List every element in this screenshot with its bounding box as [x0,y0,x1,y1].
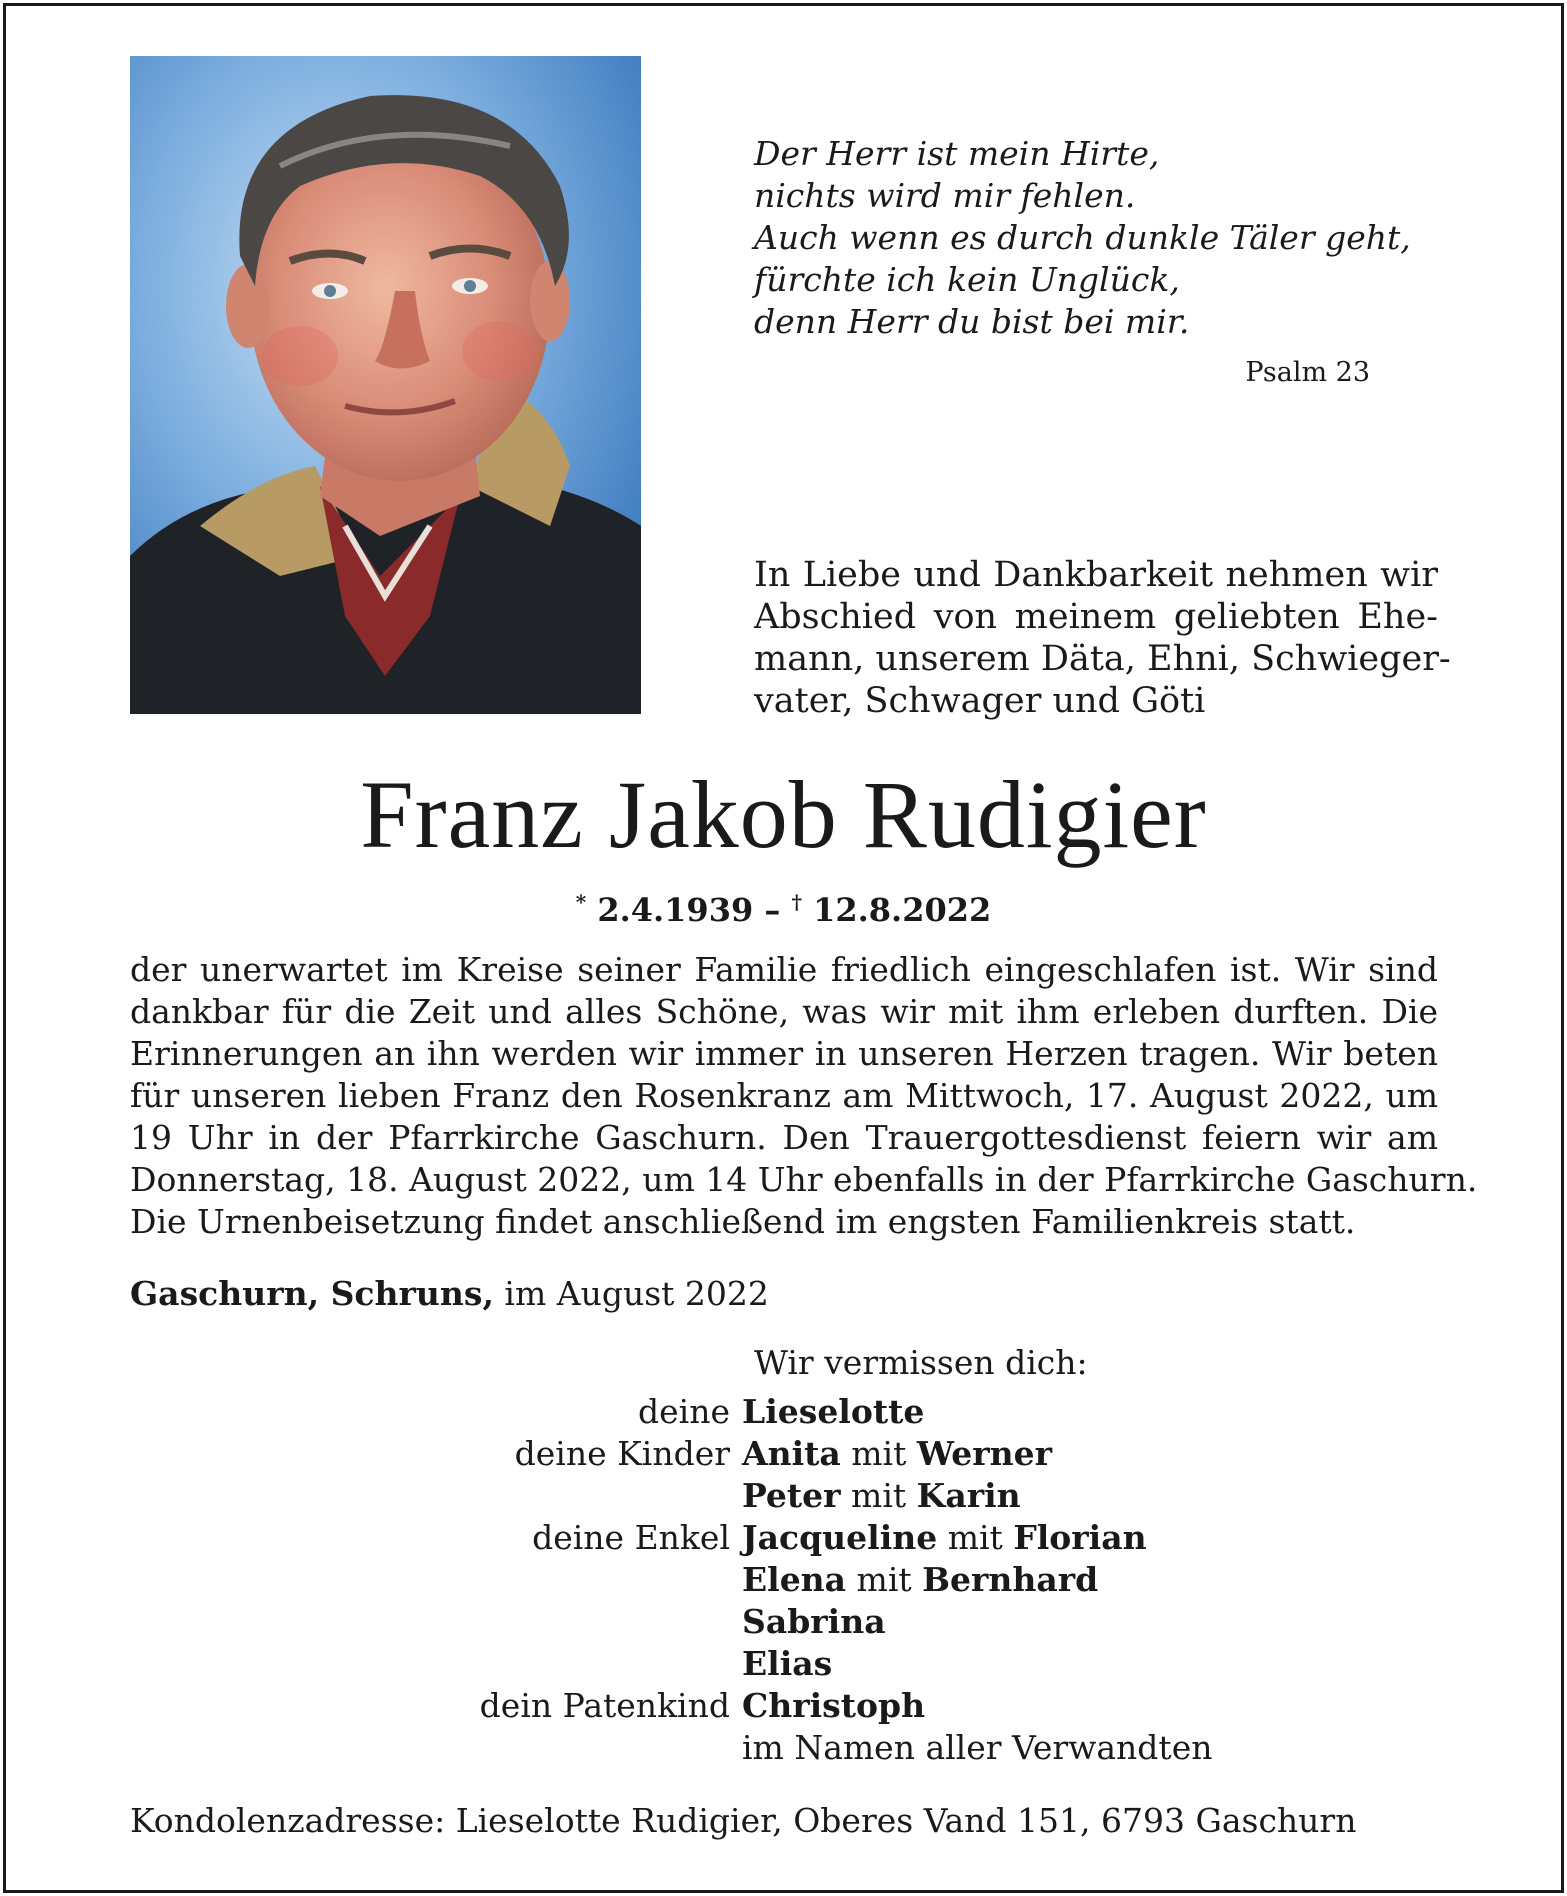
birth-symbol: * [575,890,587,914]
place-and-date [130,1273,769,1315]
mourner-name: Bernhard [922,1560,1099,1599]
mourner-relation: dein Patenkind [479,1686,730,1725]
mourner-joiner: mit [937,1518,1014,1557]
mourner-relation: deine Enkel [532,1518,730,1557]
intro-line: mann, unserem Däta, Ehni, Schwieger- [754,639,1451,679]
mourner-row [380,1685,1380,1727]
mourner-row [380,1391,1380,1433]
mourner-names [742,1559,1098,1601]
mourner-name: Elias [742,1644,833,1683]
mourner-names [742,1475,1021,1517]
mourner-relation [380,1643,742,1685]
mourner-relation [380,1559,742,1601]
deceased-name: Franz Jakob Rudigier [360,761,1207,868]
psalm-quote [754,133,1411,343]
intro-line: Abschied von meinem geliebten Ehe- [754,597,1438,637]
mourner-names [742,1391,924,1433]
psalm-reference: Psalm 23 [1245,357,1370,388]
body-line: 19 Uhr in der Pfarrkirche Gaschurn. Den Trauergottesdienst feiern wir am [130,1118,1438,1157]
mourner-relation [380,1727,742,1769]
mourner-joiner: mit [840,1476,917,1515]
body-line: der unerwartet im Kreise seiner Familie friedlich eingeschlafen ist. Wir sind [130,950,1438,989]
death-date: 12.8.2022 [813,891,992,929]
mourner-names [742,1601,886,1643]
psalm-line: nichts wird mir fehlen. [754,176,1136,215]
mourner-row [380,1643,1380,1685]
body-line: für unseren lieben Franz den Rosenkranz am Mittwoch, 17. August 2022, um [130,1076,1438,1115]
condolence-address: Kondolenzadresse: Lieselotte Rudigier, Oberes Vand 151, 6793 Gaschurn [130,1801,1357,1840]
mourner-name: Florian [1013,1518,1147,1557]
psalm-line: fürchte ich kein Unglück, [754,260,1180,299]
intro-line: In Liebe und Dankbarkeit nehmen wir [754,555,1438,595]
farewell-intro [754,554,1451,722]
psalm-line: denn Herr du bist bei mir. [754,302,1190,341]
mourners-list [380,1391,1380,1769]
mourner-relation: deine [638,1392,730,1431]
mourner-name: Lieselotte [742,1392,925,1431]
date-separator: – [764,891,781,929]
psalm-line: Der Herr ist mein Hirte, [754,134,1160,173]
place-date: im August 2022 [493,1274,769,1313]
mourner-relation [380,1475,742,1517]
mourner-name: Christoph [742,1686,926,1725]
body-line: Die Urnenbeisetzung findet anschließend im engsten Familienkreis statt. [130,1202,1356,1241]
mourner-row [380,1433,1380,1475]
mourner-row [380,1601,1380,1643]
mourner-name: Sabrina [742,1602,886,1641]
mourner-relation: deine Kinder [514,1434,730,1473]
mourners-heading: Wir vermissen dich: [754,1343,1088,1382]
mourners-closing: im Namen aller Verwandten [742,1728,1213,1767]
mourner-names [742,1517,1147,1559]
mourner-name: Elena [742,1560,847,1599]
mourner-row [380,1475,1380,1517]
body-line: Donnerstag, 18. August 2022, um 14 Uhr ebenfalls in der Pfarrkirche Gaschurn. [130,1160,1478,1199]
portrait-photo [130,56,641,714]
mourner-row [380,1559,1380,1601]
place-names: Gaschurn, Schruns, [130,1274,494,1313]
mourner-names [742,1685,925,1727]
intro-line: vater, Schwager und Göti [754,681,1206,721]
mourner-name: Anita [742,1434,841,1473]
mourner-names [742,1643,832,1685]
birth-date: 2.4.1939 [597,891,754,929]
mourner-name: Jacqueline [742,1518,938,1557]
body-line: dankbar für die Zeit und alles Schöne, was wir mit ihm erleben durften. Die [130,992,1438,1031]
mourner-name: Peter [742,1476,841,1515]
mourner-row [380,1517,1380,1559]
death-symbol: † [791,890,802,914]
body-line: Erinnerungen an ihn werden wir immer in unseren Herzen tragen. Wir beten [130,1034,1438,1073]
mourner-relation [380,1601,742,1643]
mourner-names [742,1433,1052,1475]
obituary-body [130,949,1478,1243]
mourner-joiner: mit [840,1434,917,1473]
mourner-name: Karin [916,1476,1021,1515]
mourner-joiner: mit [846,1560,923,1599]
life-dates [0,880,1567,932]
portrait-illustration [130,56,641,714]
mourner-row [380,1727,1380,1769]
psalm-line: Auch wenn es durch dunkle Täler geht, [754,218,1411,257]
mourner-name: Werner [916,1434,1052,1473]
